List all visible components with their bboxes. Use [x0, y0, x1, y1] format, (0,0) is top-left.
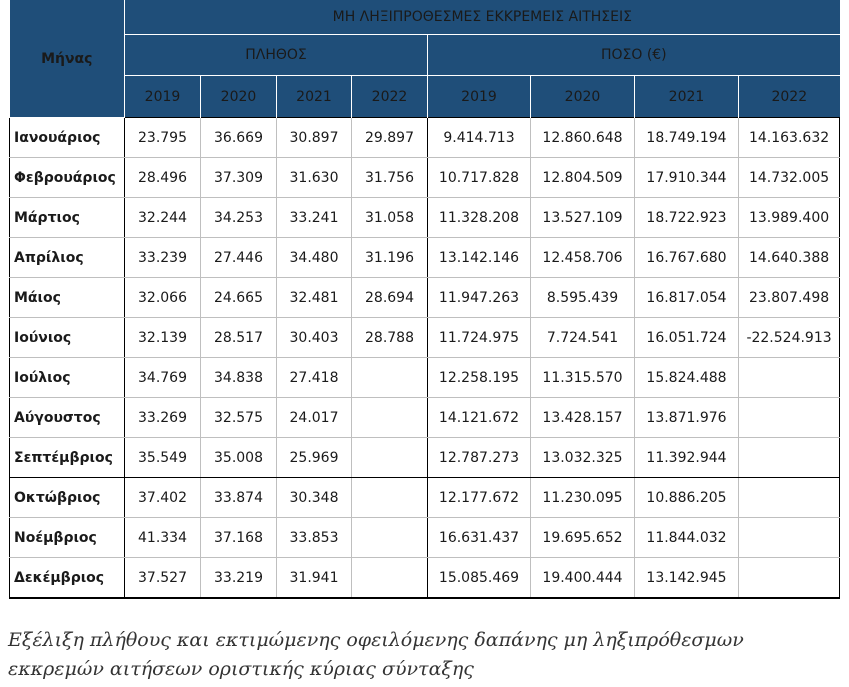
amount-cell: 12.177.672 — [428, 478, 531, 518]
count-cell: 33.269 — [125, 398, 201, 438]
count-cell: 32.066 — [125, 278, 201, 318]
amount-cell: 19.695.652 — [531, 518, 635, 558]
amount-cell: 11.947.263 — [428, 278, 531, 318]
amount-cell: 13.428.157 — [531, 398, 635, 438]
count-cell: 31.756 — [352, 158, 428, 198]
amount-cell: 16.767.680 — [635, 238, 739, 278]
amount-cell: 10.886.205 — [635, 478, 739, 518]
month-cell: Απρίλιος — [10, 238, 125, 278]
count-cell: 28.496 — [125, 158, 201, 198]
table-title: ΜΗ ΛΗΞΙΠΡΟΘΕΣΜΕΣ ΕΚΚΡΕΜΕΙΣ ΑΙΤΗΣΕΙΣ — [125, 0, 840, 35]
count-cell: 28.788 — [352, 318, 428, 358]
month-cell: Μάρτιος — [10, 198, 125, 238]
count-cell — [352, 558, 428, 599]
table-row — [10, 358, 840, 398]
count-cell: 24.665 — [201, 278, 277, 318]
count-cell: 29.897 — [352, 118, 428, 158]
amount-cell — [739, 558, 840, 599]
count-cell: 37.402 — [125, 478, 201, 518]
table-row — [10, 438, 840, 478]
count-cell: 24.017 — [277, 398, 352, 438]
caption-line-1: Εξέλιξη πλήθους και εκτιμώμενης οφειλόμενης δαπάνης μη ληξιπρόθεσμων — [8, 629, 744, 651]
table-row — [10, 558, 840, 599]
count-cell: 23.795 — [125, 118, 201, 158]
amount-cell: 13.989.400 — [739, 198, 840, 238]
count-cell: 35.549 — [125, 438, 201, 478]
amount-cell: 11.844.032 — [635, 518, 739, 558]
count-cell: 32.139 — [125, 318, 201, 358]
count-cell: 32.481 — [277, 278, 352, 318]
count-cell: 37.168 — [201, 518, 277, 558]
amount-cell: 11.315.570 — [531, 358, 635, 398]
table-body — [10, 118, 840, 599]
count-cell: 31.630 — [277, 158, 352, 198]
amount-cell: 7.724.541 — [531, 318, 635, 358]
pending-applications-table — [9, 0, 840, 599]
count-cell: 37.527 — [125, 558, 201, 599]
table-row — [10, 318, 840, 358]
amount-cell — [739, 438, 840, 478]
count-cell: 33.874 — [201, 478, 277, 518]
amount-cell: 23.807.498 — [739, 278, 840, 318]
amount-cell: 14.732.005 — [739, 158, 840, 198]
amount-cell — [739, 398, 840, 438]
year-header: 2019 — [125, 76, 201, 118]
amount-cell: 15.824.488 — [635, 358, 739, 398]
amount-cell: 12.860.648 — [531, 118, 635, 158]
count-cell: 27.446 — [201, 238, 277, 278]
count-cell: 32.244 — [125, 198, 201, 238]
count-cell: 34.838 — [201, 358, 277, 398]
amount-cell: 12.804.509 — [531, 158, 635, 198]
count-cell — [352, 398, 428, 438]
amount-cell — [739, 358, 840, 398]
count-cell — [352, 438, 428, 478]
amount-group-header: ΠΟΣΟ (€) — [428, 35, 840, 76]
caption-line-2: εκκρεμών αιτήσεων οριστικής κύριας σύνταξης — [8, 658, 474, 680]
amount-cell: 19.400.444 — [531, 558, 635, 599]
count-cell: 34.480 — [277, 238, 352, 278]
amount-cell — [739, 518, 840, 558]
amount-cell: 12.258.195 — [428, 358, 531, 398]
count-cell: 28.517 — [201, 318, 277, 358]
count-cell: 32.575 — [201, 398, 277, 438]
amount-cell: 9.414.713 — [428, 118, 531, 158]
table-row — [10, 478, 840, 518]
amount-cell: -22.524.913 — [739, 318, 840, 358]
table-caption — [8, 626, 838, 684]
table-row — [10, 118, 840, 158]
header-row-groups — [10, 35, 840, 76]
amount-cell: 14.640.388 — [739, 238, 840, 278]
count-cell: 41.334 — [125, 518, 201, 558]
count-group-header: ΠΛΗΘΟΣ — [125, 35, 428, 76]
table-row — [10, 158, 840, 198]
count-cell: 30.897 — [277, 118, 352, 158]
year-header: 2020 — [531, 76, 635, 118]
amount-cell: 14.121.672 — [428, 398, 531, 438]
amount-cell: 16.817.054 — [635, 278, 739, 318]
count-cell: 31.196 — [352, 238, 428, 278]
amount-cell: 11.724.975 — [428, 318, 531, 358]
month-column-header: Μήνας — [10, 0, 125, 118]
amount-cell: 12.787.273 — [428, 438, 531, 478]
year-header: 2022 — [352, 76, 428, 118]
count-cell: 33.239 — [125, 238, 201, 278]
amount-cell: 13.871.976 — [635, 398, 739, 438]
amount-cell: 16.631.437 — [428, 518, 531, 558]
amount-cell: 11.230.095 — [531, 478, 635, 518]
count-cell: 37.309 — [201, 158, 277, 198]
header-row-years — [10, 76, 840, 118]
amount-cell: 17.910.344 — [635, 158, 739, 198]
count-cell: 34.769 — [125, 358, 201, 398]
amount-cell: 11.328.208 — [428, 198, 531, 238]
amount-cell: 16.051.724 — [635, 318, 739, 358]
count-cell: 27.418 — [277, 358, 352, 398]
count-cell — [352, 358, 428, 398]
table-row — [10, 238, 840, 278]
amount-cell: 12.458.706 — [531, 238, 635, 278]
amount-cell: 13.032.325 — [531, 438, 635, 478]
table-row — [10, 198, 840, 238]
amount-cell: 10.717.828 — [428, 158, 531, 198]
amount-cell: 11.392.944 — [635, 438, 739, 478]
count-cell: 34.253 — [201, 198, 277, 238]
header-row-title — [10, 0, 840, 35]
count-cell: 33.853 — [277, 518, 352, 558]
amount-cell: 15.085.469 — [428, 558, 531, 599]
count-cell — [352, 518, 428, 558]
amount-cell: 18.722.923 — [635, 198, 739, 238]
count-cell: 30.348 — [277, 478, 352, 518]
month-cell: Νοέμβριος — [10, 518, 125, 558]
count-cell: 28.694 — [352, 278, 428, 318]
count-cell: 31.058 — [352, 198, 428, 238]
count-cell: 33.219 — [201, 558, 277, 599]
amount-cell — [739, 478, 840, 518]
amount-cell: 13.142.146 — [428, 238, 531, 278]
amount-cell: 8.595.439 — [531, 278, 635, 318]
month-cell: Οκτώβριος — [10, 478, 125, 518]
count-cell — [352, 478, 428, 518]
table-row — [10, 278, 840, 318]
year-header: 2022 — [739, 76, 840, 118]
count-cell: 25.969 — [277, 438, 352, 478]
month-cell: Σεπτέμβριος — [10, 438, 125, 478]
amount-cell: 14.163.632 — [739, 118, 840, 158]
count-cell: 33.241 — [277, 198, 352, 238]
month-cell: Ιανουάριος — [10, 118, 125, 158]
year-header: 2021 — [635, 76, 739, 118]
month-cell: Ιούλιος — [10, 358, 125, 398]
year-header: 2021 — [277, 76, 352, 118]
amount-cell: 13.142.945 — [635, 558, 739, 599]
year-header: 2019 — [428, 76, 531, 118]
month-cell: Αύγουστος — [10, 398, 125, 438]
amount-cell: 13.527.109 — [531, 198, 635, 238]
year-header: 2020 — [201, 76, 277, 118]
count-cell: 36.669 — [201, 118, 277, 158]
count-cell: 30.403 — [277, 318, 352, 358]
table-row — [10, 518, 840, 558]
count-cell: 31.941 — [277, 558, 352, 599]
amount-cell: 18.749.194 — [635, 118, 739, 158]
month-cell: Ιούνιος — [10, 318, 125, 358]
month-cell: Δεκέμβριος — [10, 558, 125, 599]
count-cell: 35.008 — [201, 438, 277, 478]
table-row — [10, 398, 840, 438]
month-cell: Μάιος — [10, 278, 125, 318]
month-cell: Φεβρουάριος — [10, 158, 125, 198]
